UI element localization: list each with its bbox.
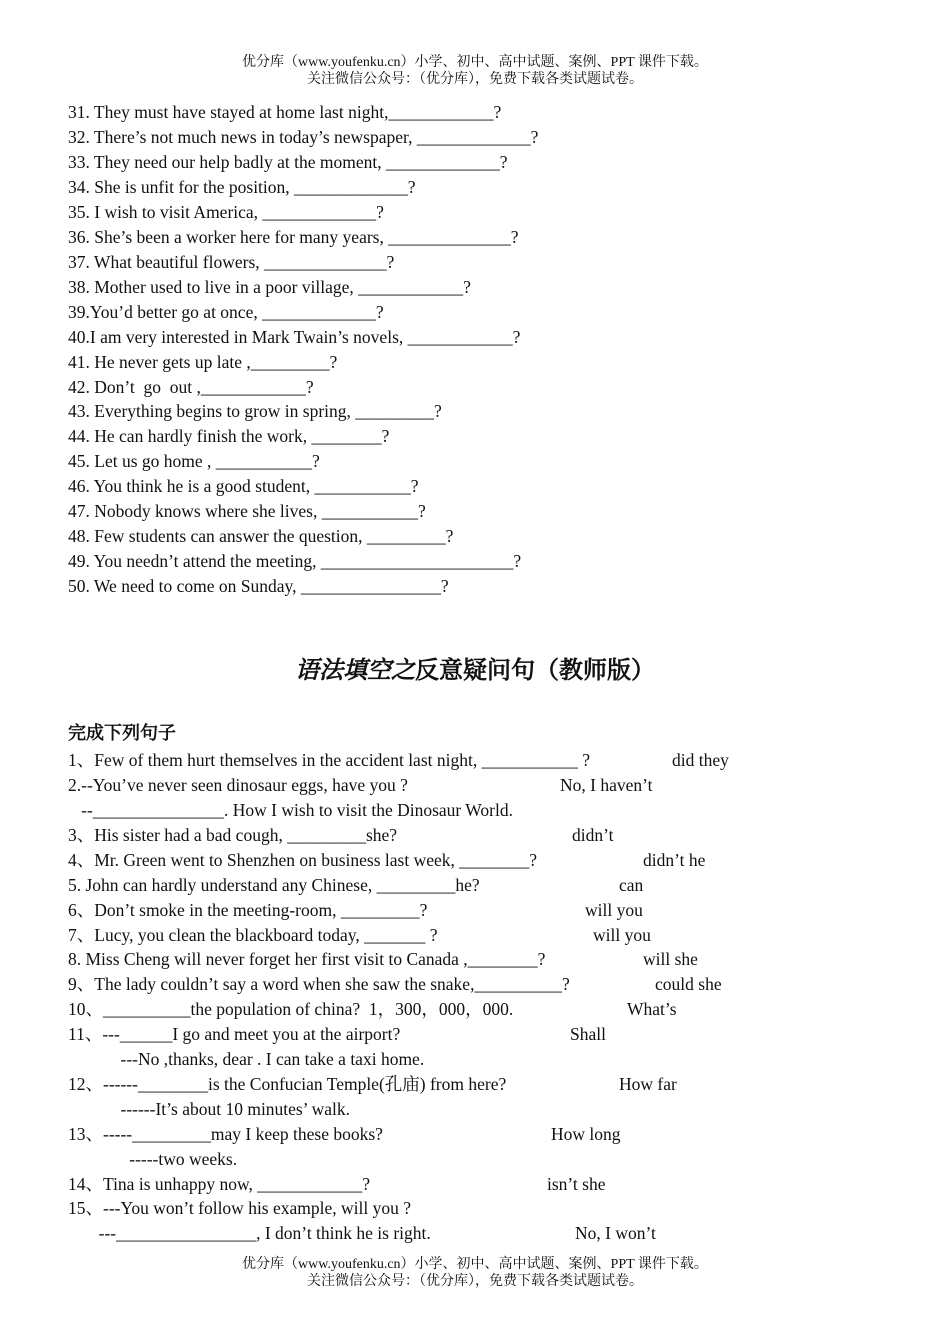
item-answer: didn’t he [643, 850, 706, 870]
item-question: --_______________. How I wish to visit the Dinosaur World. [68, 800, 513, 820]
item-question: 14、Tina is unhappy now, ____________? [68, 1174, 371, 1194]
exercise-41: 41. He never gets up late ,_________? [68, 352, 338, 372]
item-answer: will you [585, 900, 643, 920]
exercise-48: 48. Few students can answer the question, _________? [68, 526, 454, 546]
item-question: 13、-----_________may I keep these books? [68, 1124, 383, 1144]
exercise-33: 33. They need our help badly at the moment, _____________? [68, 152, 508, 172]
item-question: 12、------________is the Confucian Temple(孔庙) from here? [68, 1074, 507, 1094]
item-question: -----two weeks. [68, 1149, 238, 1169]
exercise-47: 47. Nobody knows where she lives, ___________? [68, 501, 426, 521]
item-answer: didn’t [572, 825, 614, 845]
exercise-49: 49. You needn’t attend the meeting, ______________________? [68, 551, 522, 571]
item-answer: can [619, 875, 644, 895]
item-answer: How far [619, 1074, 677, 1094]
header-line-2: 关注微信公众号：（优分库），免费下载各类试题试卷。 [307, 72, 643, 87]
page-footer [0, 1256, 950, 1290]
exercise-44: 44. He can hardly finish the work, ________? [68, 426, 390, 446]
item-question: 15、---You won’t follow his example, will you ? [68, 1198, 412, 1218]
item-answer: Shall [570, 1024, 606, 1044]
exercise-38: 38. Mother used to live in a poor village, ____________? [68, 277, 471, 297]
item-question: 10、__________the population of china? 1，300，000，000. [68, 999, 514, 1019]
item-question: 11、---______I go and meet you at the airport? [68, 1024, 401, 1044]
item-answer: will she [643, 949, 698, 969]
item-question: 9、The lady couldn’t say a word when she saw the snake,__________? [68, 974, 570, 994]
item-question: ---No ,thanks, dear . I can take a taxi home. [68, 1049, 425, 1069]
exercise-43: 43. Everything begins to grow in spring, _________? [68, 401, 442, 421]
item-question: ------It’s about 10 minutes’ walk. [68, 1099, 351, 1119]
item-question: 5. John can hardly understand any Chinese, _________he? [68, 875, 480, 895]
item-answer: No, I haven’t [560, 775, 653, 795]
item-question: ---________________, I don’t think he is right. [68, 1223, 431, 1243]
exercise-34: 34. She is unfit for the position, _____________? [68, 177, 416, 197]
item-answer: isn’t she [547, 1174, 606, 1194]
exercise-50: 50. We need to come on Sunday, ________________? [68, 576, 449, 596]
section-title-rest: 反意疑问句（教师版） [415, 658, 655, 684]
exercise-36: 36. She’s been a worker here for many years, ______________? [68, 227, 519, 247]
item-answer: could she [655, 974, 722, 994]
page-header [0, 54, 950, 88]
exercise-42: 42. Don’t go out ,____________? [68, 377, 314, 397]
item-question: 2.--You’ve never seen dinosaur eggs, have you ? [68, 775, 408, 795]
exercise-31: 31. They must have stayed at home last night,____________? [68, 102, 502, 122]
item-answer: will you [593, 925, 651, 945]
footer-line-1: 优分库（www.youfenku.cn）小学、初中、高中试题、案例、PPT 课件下载。 [242, 1257, 708, 1272]
item-answer: What’s [627, 999, 677, 1019]
footer-line-2: 关注微信公众号：（优分库），免费下载各类试题试卷。 [307, 1274, 643, 1289]
item-answer: did they [672, 750, 729, 770]
item-question: 8. Miss Cheng will never forget her first visit to Canada ,________? [68, 949, 546, 969]
section-title-italic: 语法填空之 [295, 658, 415, 684]
item-question: 6、Don’t smoke in the meeting-room, _________? [68, 900, 428, 920]
item-question: 1、Few of them hurt themselves in the accident last night, ___________ ? [68, 750, 590, 770]
exercise-45: 45. Let us go home , ___________? [68, 451, 320, 471]
item-question: 7、Lucy, you clean the blackboard today, _______ ? [68, 925, 438, 945]
item-question: 3、His sister had a bad cough, _________she? [68, 825, 398, 845]
item-question: 4、Mr. Green went to Shenzhen on business last week, ________? [68, 850, 538, 870]
exercise-39: 39.You’d better go at once, _____________? [68, 302, 384, 322]
exercise-37: 37. What beautiful flowers, ______________? [68, 252, 395, 272]
section-subtitle: 完成下列句子 [68, 723, 176, 744]
exercise-40: 40.I am very interested in Mark Twain’s novels, ____________? [68, 327, 521, 347]
item-answer: No, I won’t [575, 1223, 656, 1243]
exercise-46: 46. You think he is a good student, ___________? [68, 476, 419, 496]
section-title [0, 655, 950, 687]
item-answer: How long [551, 1124, 621, 1144]
header-line-1: 优分库（www.youfenku.cn）小学、初中、高中试题、案例、PPT 课件下载。 [242, 55, 708, 70]
exercise-32: 32. There’s not much news in today’s newspaper, _____________? [68, 127, 539, 147]
exercise-35: 35. I wish to visit America, _____________? [68, 202, 384, 222]
